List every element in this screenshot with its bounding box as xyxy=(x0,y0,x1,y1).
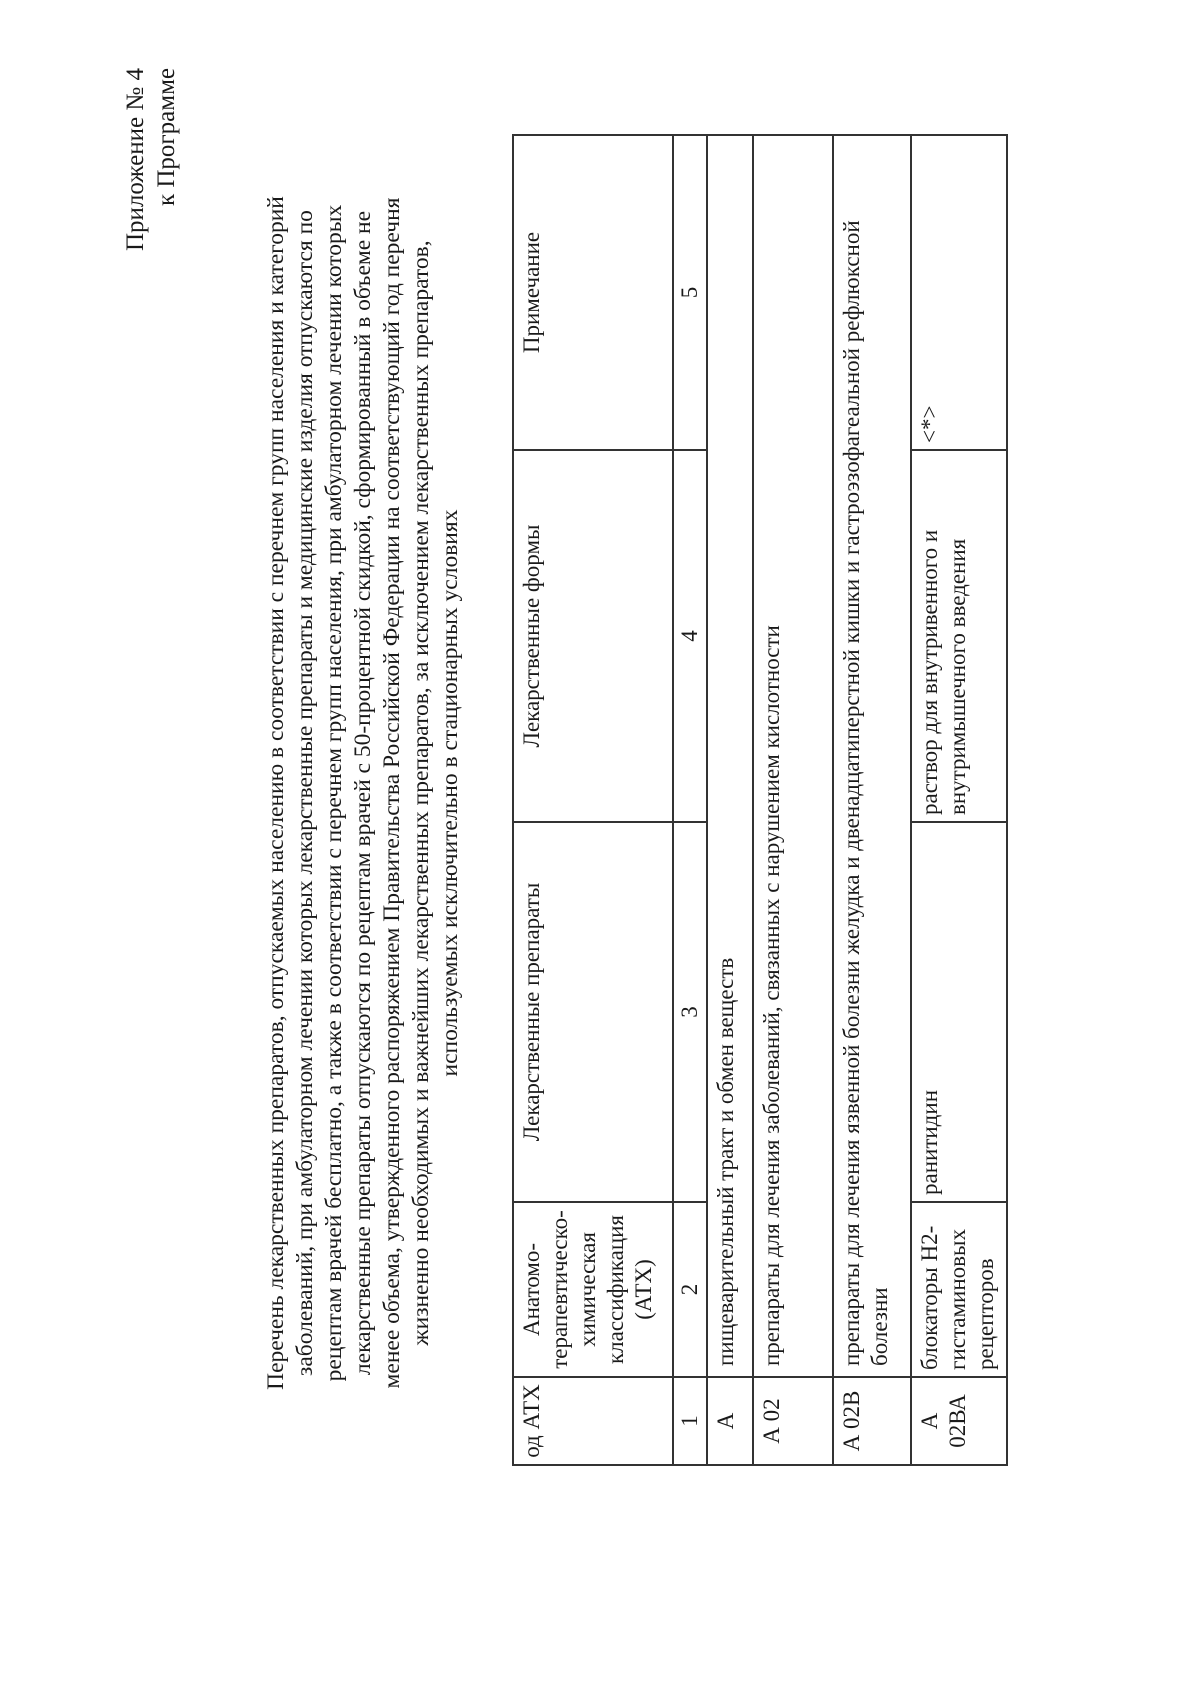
appendix-number: Приложение № 4 xyxy=(122,68,149,252)
group-title: пищеварительный тракт и обмен веществ xyxy=(707,135,753,1377)
row-atc-code: А 02ВА xyxy=(911,1377,1007,1465)
heading-line: менее объема, утвержденного распоряжением Правительства Российской Федерации на соответствующий год перечня xyxy=(379,197,405,1389)
heading-line: заболеваний, при амбулаторном лечении которых лекарственные препараты и медицинские изделия отпускаются по xyxy=(292,210,318,1376)
header-drugs: Лекарственные препараты xyxy=(513,822,673,1202)
group-code: А xyxy=(707,1377,753,1465)
heading-line: лекарственные препараты отпускаются по рецептам врачей с 50-процентной скидкой, сформированный в объеме не xyxy=(350,210,376,1376)
document-heading xyxy=(262,138,465,1448)
header-atc-classification: Анатомо-терапевтическо-химическая классификация (АТХ) xyxy=(513,1202,673,1377)
group-code: А 02В xyxy=(833,1377,911,1465)
table-column-numbers-row xyxy=(673,135,707,1465)
header-atc-code: од АТХ xyxy=(513,1377,673,1465)
row-note: <*> xyxy=(911,135,1007,450)
table-row xyxy=(911,135,1007,1465)
row-atc-classification: блокаторы Н2-гистаминовых рецепторов xyxy=(911,1202,1007,1377)
table-group-row xyxy=(753,135,833,1465)
heading-line: Перечень лекарственных препаратов, отпускаемых населению в соответствии с перечнем групп населения и категорий xyxy=(263,196,289,1390)
drug-list-table xyxy=(512,134,1008,1466)
header-dosage-forms: Лекарственные формы xyxy=(513,450,673,822)
column-number: 2 xyxy=(673,1202,707,1377)
column-number: 4 xyxy=(673,450,707,822)
heading-line: жизненно необходимых и важнейших лекарственных препаратов, за исключением лекарственных препаратов, xyxy=(408,240,434,1346)
row-drug: ранитидин xyxy=(911,822,1007,1202)
header-note: Примечание xyxy=(513,135,673,450)
appendix-program: к Программе xyxy=(153,68,180,207)
group-title: препараты для лечения язвенной болезни желудка и двенадцатиперстной кишки и гастроэзофагеальной рефлюксной болезни xyxy=(833,135,911,1377)
appendix-label xyxy=(120,68,182,268)
column-number: 5 xyxy=(673,135,707,450)
heading-line: рецептам врачей бесплатно, а также в соответствии с перечнем групп населения, при амбулаторном лечении которых xyxy=(321,204,347,1382)
heading-line: используемых исключительно в стационарных условиях xyxy=(437,509,463,1077)
row-dosage-form: раствор для внутривенного и внутримышечного введения xyxy=(911,450,1007,822)
column-number: 3 xyxy=(673,822,707,1202)
table-group-row xyxy=(707,135,753,1465)
table-header-row xyxy=(513,135,673,1465)
table-group-row xyxy=(833,135,911,1465)
column-number: 1 xyxy=(673,1377,707,1465)
group-title: препараты для лечения заболеваний, связанных с нарушением кислотности xyxy=(753,135,833,1377)
group-code: А 02 xyxy=(753,1377,833,1465)
